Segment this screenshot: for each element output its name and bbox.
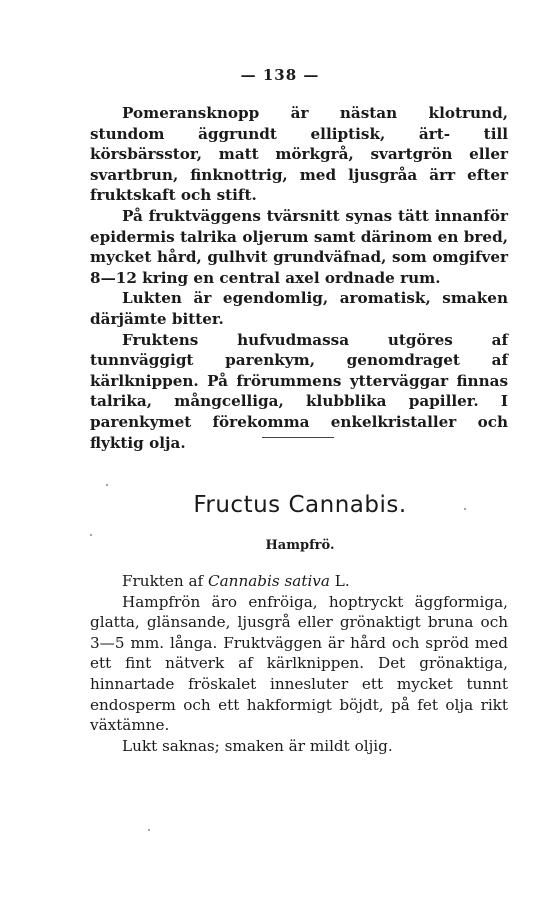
print-speck	[106, 484, 108, 486]
section-cannabis-description	[90, 571, 508, 756]
paragraph: På fruktväggens tvärsnitt synas tätt innanför epidermis talrika oljerum samt därinom en bred, mycket hård, gulhvit grundväfnad, som omgifver 8—12 kring en central axel ordnade rum.	[90, 206, 508, 287]
section-title: Fructus Cannabis.	[193, 492, 407, 518]
paragraph-prefix: Frukten af	[122, 572, 208, 590]
section-aurantii-description	[90, 103, 508, 453]
print-speck	[148, 829, 150, 831]
print-speck	[90, 534, 92, 536]
section-separator	[262, 437, 334, 438]
section-subtitle: Hampfrö.	[265, 538, 335, 553]
paragraph: Hampfrön äro enfröiga, hoptryckt äggformiga, glatta, glänsande, ljusgrå eller grönaktigt bruna och 3—5 mm. långa. Fruktväggen är hård och spröd med ett fint nätverk af kärlknippen. Det grönaktiga, hinnartade fröskalet innesluter ett mycket tunnt endosperm och ett hakformigt böjdt, på fet olja rikt växtämne.	[90, 592, 508, 735]
paragraph: Lukten är egendomlig, aromatisk, smaken därjämte bitter.	[90, 289, 508, 328]
paragraph: Lukt saknas; smaken är mildt oljig.	[122, 736, 393, 755]
paragraph: Pomeransknopp är nästan klotrund, stundom äggrundt elliptisk, ärt- till körsbärsstor, matt mörkgrå, svartgrön eller svartbrun, finknottrig, med ljusgråa ärr efter fruktskaft och stift.	[90, 104, 508, 205]
species-name: Cannabis sativa	[208, 572, 330, 590]
paragraph-suffix: L.	[329, 572, 350, 590]
paragraph	[90, 571, 508, 592]
paragraph: Fruktens hufvudmassa utgöres af tunnväggigt parenkym, genomdraget af kärlknippen. På frörummens ytterväggar finnas talrika, mångcelliga, klubblika papiller. I parenkymet förekomma enkelkristaller och flyktig olja.	[90, 330, 508, 452]
page-number: — 138 —	[240, 66, 320, 84]
